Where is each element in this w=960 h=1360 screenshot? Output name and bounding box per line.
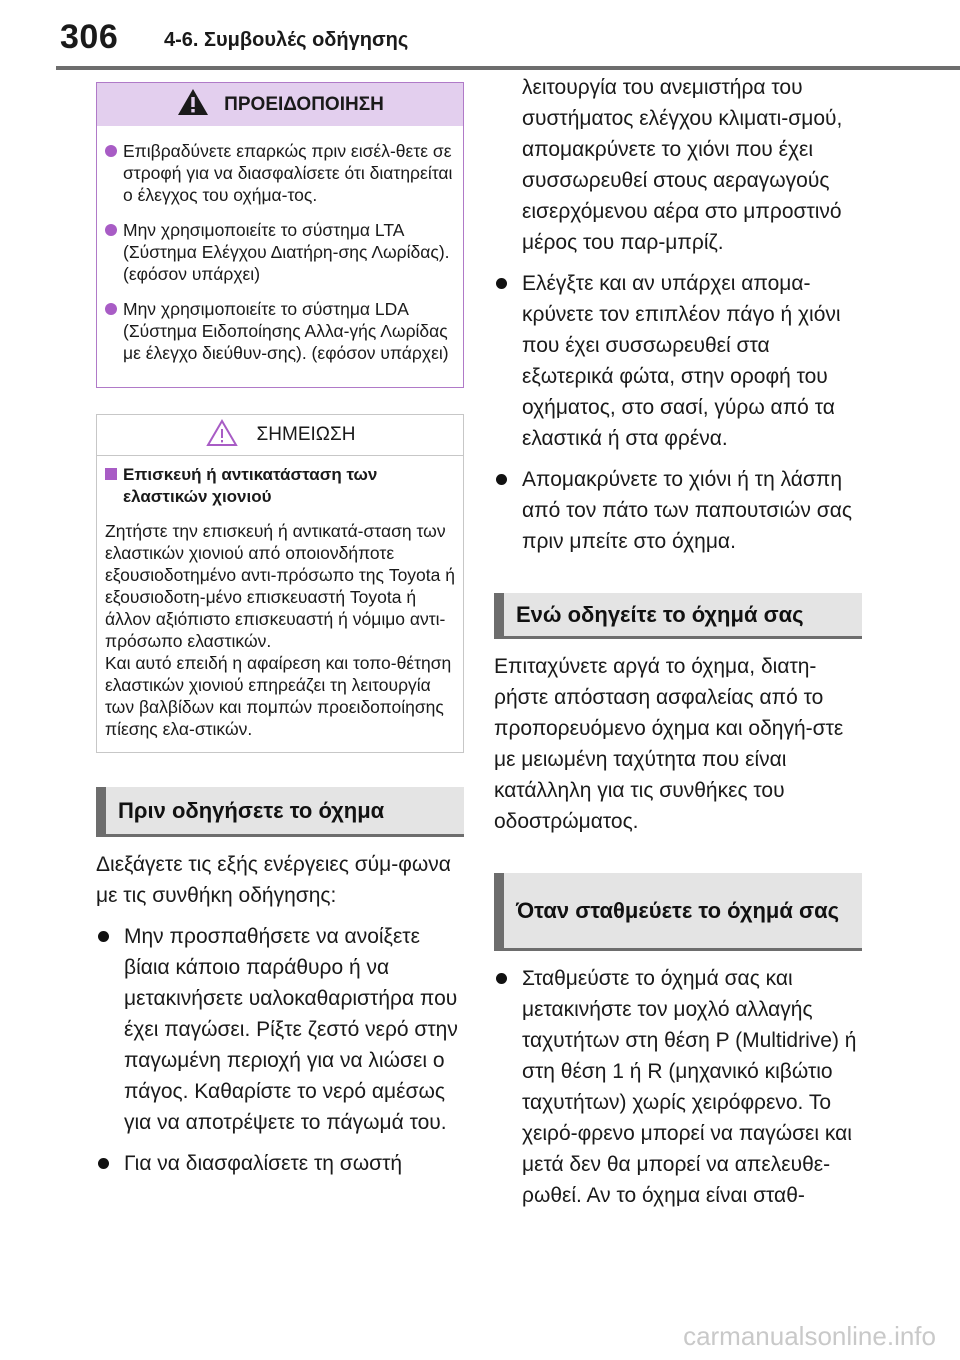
list-item-text: Μην προσπαθήσετε να ανοίξετε βίαια κάποιο παράθυρο ή να μετακινήσετε υαλοκαθαριστήρα που έχει παγώσει. Ρίξτε ζεστό νερό στην παγωμένη περιοχή για να λιώσει ο πάγος. Καθαρίστε το νερό αμέσως για να αποτρέψετε το πάγωμά του. bbox=[124, 925, 458, 1134]
list-item bbox=[494, 963, 864, 1211]
note-text: Ζητήστε την επισκευή ή αντικατά-σταση των ελαστικών χιονιού από οποιονδήποτε εξουσιοδοτημένο αντι-πρόσωπο της Toyota ή εξουσιοδοτη-μένο επισκευαστή Toyota ή άλλον αξιόπιστο επισκευαστή ή νόμιμο αντι-πρόσωπο ελαστικών. Και αυτό επειδή η αφαίρεση και τοπο-θέτηση ελαστικών χιονιού επηρεάζει τη λειτουργία των βαλβίδων και πομπών προειδοποίησης πίεσης ελα-στικών. bbox=[105, 521, 455, 739]
right-column bbox=[494, 72, 864, 1211]
warning-item bbox=[105, 298, 453, 364]
bullet-dot-icon bbox=[105, 224, 117, 236]
list-item bbox=[494, 268, 864, 454]
heading-before-driving: Πριν οδηγήσετε το όχημα bbox=[96, 787, 464, 837]
note-body bbox=[97, 456, 463, 752]
while-driving-text: Επιταχύνετε αργά το όχημα, διατη-ρήστε απόσταση ασφαλείας από το προπορευόμενο όχημα και οδηγή-στε με μειωμένη ταχύτητα που είναι κατάλληλη για τις συνθήκες του οδοστρώματος. bbox=[494, 655, 844, 833]
heading-while-driving: Ενώ οδηγείτε το όχημά σας bbox=[494, 593, 862, 639]
bullet-dot-icon bbox=[98, 1158, 109, 1169]
bullet-dot-icon bbox=[105, 303, 117, 315]
left-column bbox=[96, 82, 464, 1179]
warning-triangle-icon bbox=[176, 87, 210, 122]
bullet-dot-icon bbox=[105, 145, 117, 157]
warning-item-text: Μην χρησιμοποιείτε το σύστημα LDA (Σύστημα Ειδοποίησης Αλλα-γής Λωρίδας με έλεγχο διεύθυν-σης). (εφόσον υπάρχει) bbox=[123, 299, 449, 363]
section-title: 4-6. Συμβουλές οδήγησης bbox=[164, 29, 409, 51]
before-driving-intro: Διεξάγετε τις εξής ενέργειες σύμ-φωνα με τις συνθήκη οδήγησης: bbox=[96, 853, 451, 907]
note-header bbox=[97, 415, 463, 456]
list-item-text: Για να διασφαλίσετε τη σωστή bbox=[124, 1152, 403, 1175]
list-item-text: Σταθμεύστε το όχημά σας και μετακινήστε τον μοχλό αλλαγής ταχυτήτων στη θέση P (Multidrive) ή στη θέση 1 ή R (μηχανικό κιβώτιο ταχυτήτων) χωρίς χειρόφρενο. Το χειρό-φρενο μπορεί να παγώσει και μετά δεν θα μπορεί να απελευθε-ρωθεί. Αν το όχημα είναι σταθ- bbox=[522, 967, 857, 1207]
warning-box bbox=[96, 82, 464, 388]
continued-text: λειτουργία του ανεμιστήρα του συστήματος ελέγχου κλιματι-σμού, απομακρύνετε το χιόνι που έχει συσσωρευθεί στους αεραγωγούς εισερχόμενου αέρα στο μπροστινό μέρος του παρ-μπρίζ. bbox=[522, 76, 843, 254]
list-item-text: Απομακρύνετε το χιόνι ή τη λάσπη από τον πάτο των παπουτσιών σας πριν μπείτε στο όχημα. bbox=[522, 468, 852, 553]
bullet-dot-icon bbox=[496, 474, 507, 485]
list-item bbox=[494, 464, 864, 557]
list-item bbox=[96, 921, 464, 1138]
square-bullet-icon bbox=[105, 468, 117, 480]
bullet-dot-icon bbox=[98, 931, 109, 942]
list-item bbox=[96, 1148, 464, 1179]
header-divider bbox=[56, 66, 960, 70]
warning-item-text: Μην χρησιμοποιείτε το σύστημα LTA (Σύστημα Ελέγχου Διατήρη-σης Λωρίδας). (εφόσον υπάρχει) bbox=[123, 220, 450, 284]
heading-parking: Όταν σταθμεύετε το όχημά σας bbox=[494, 873, 862, 951]
warning-item-text: Επιβραδύνετε επαρκώς πριν εισέλ-θετε σε στροφή για να διασφαλίσετε ότι διατηρείται ο έλεγχος του οχήμα-τος. bbox=[123, 141, 453, 205]
warning-header bbox=[97, 83, 463, 126]
warning-body bbox=[97, 126, 463, 387]
note-subheading-text: Επισκευή ή αντικατάσταση των ελαστικών χιονιού bbox=[123, 465, 378, 506]
page-number: 306 bbox=[60, 18, 119, 56]
note-subheading bbox=[105, 464, 455, 508]
warning-title: ΠΡΟΕΙΔΟΠΟΙΗΣΗ bbox=[224, 93, 384, 115]
warning-item bbox=[105, 140, 453, 206]
bullet-dot-icon bbox=[496, 278, 507, 289]
warning-item bbox=[105, 219, 453, 285]
note-box bbox=[96, 414, 464, 753]
list-item-text: Ελέγξτε και αν υπάρχει απομα-κρύνετε τον επιπλέον πάγο ή χιόνι που έχει συσσωρευθεί στα εξωτερικά φώτα, στην οροφή του οχήματος, στο σασί, γύρω από τα ελαστικά ή στα φρένα. bbox=[522, 272, 841, 450]
note-title: ΣΗΜΕΙΩΣΗ bbox=[256, 424, 356, 445]
caution-triangle-outline-icon bbox=[205, 418, 239, 453]
watermark: carmanualsonline.info bbox=[683, 1321, 936, 1351]
bullet-dot-icon bbox=[496, 973, 507, 984]
